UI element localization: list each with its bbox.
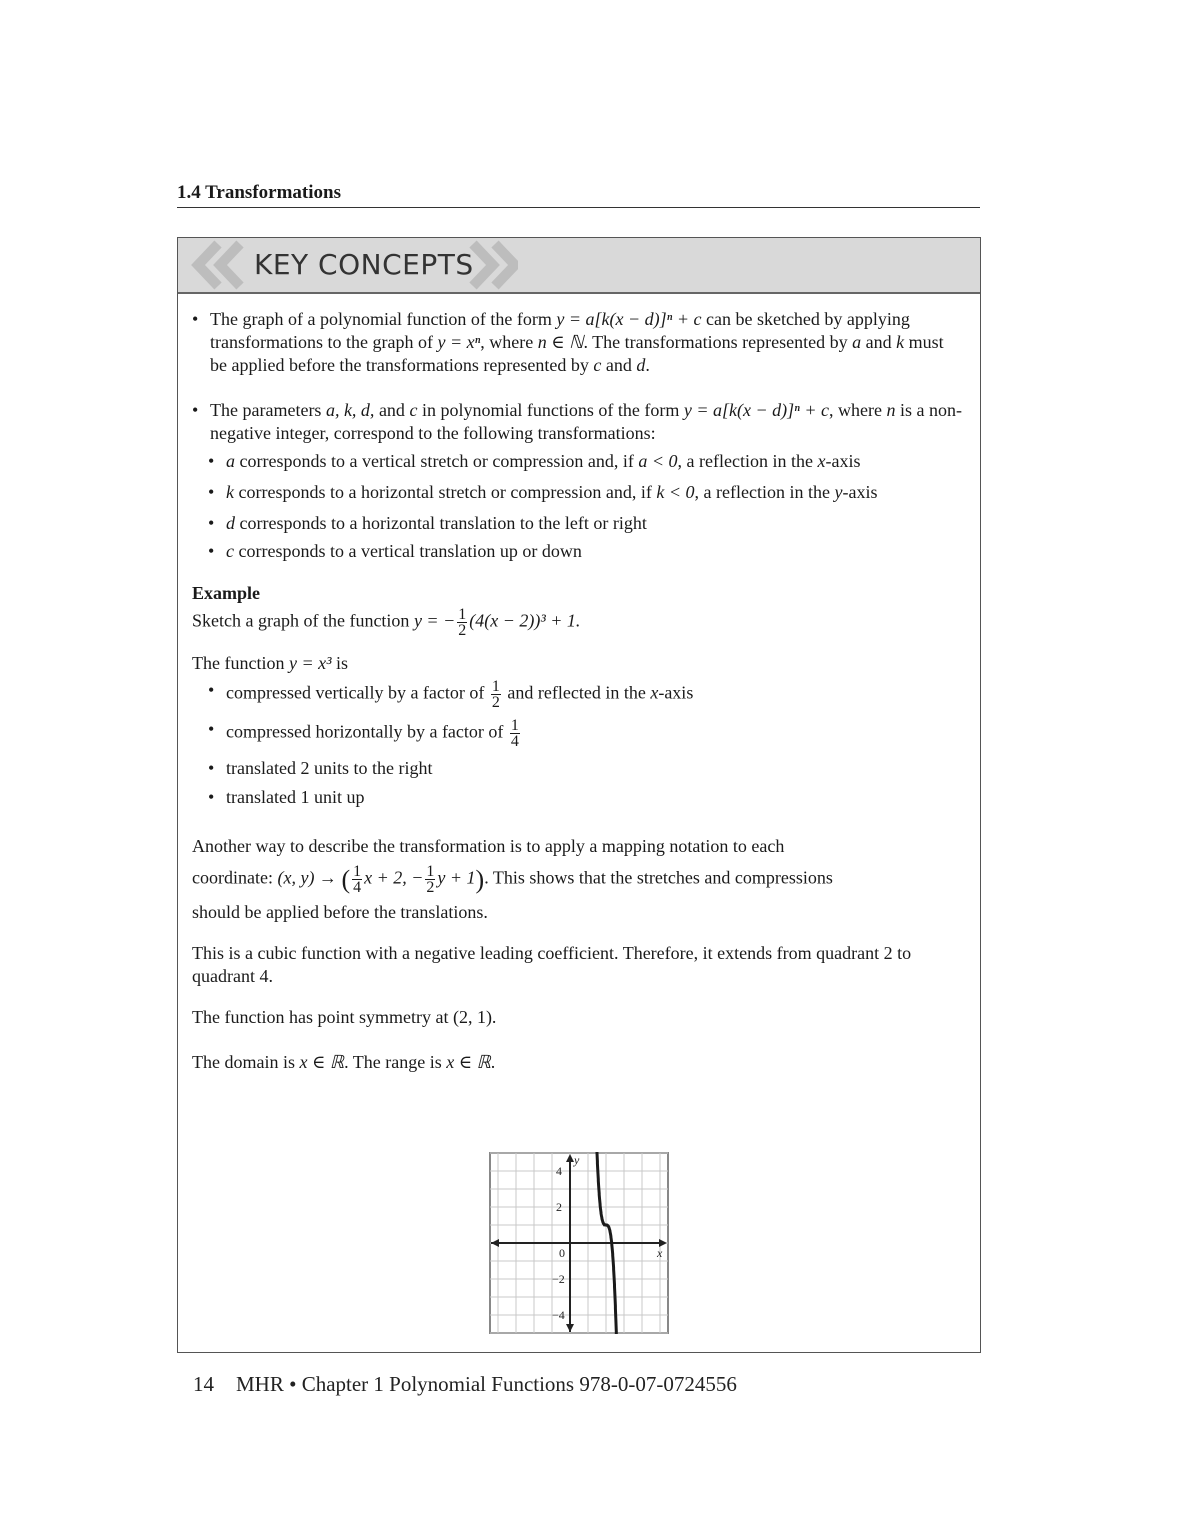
page-footer	[193, 1372, 737, 1397]
symmetry-paragraph: The function has point symmetry at (2, 1).	[192, 1007, 497, 1027]
domain-range-paragraph: The domain is x ∈ ℝ. The range is x ∈ ℝ.	[192, 1052, 496, 1072]
example-question: Sketch a graph of the function y = − $\frac{1}{2}$ (4(x − 2))³ + 1.	[192, 606, 581, 639]
key-concepts-content	[192, 308, 962, 1074]
y-tick-label: −2	[552, 1272, 565, 1286]
page-number: 14	[193, 1372, 214, 1396]
function-graph	[489, 1152, 669, 1334]
mapping-paragraph: Another way to describe the transformation is to apply a mapping notation to each coordinate: (x, y) → ( $\frac{1}{4}$ x + 2, − $\frac{1}{2}$ y + 1). This shows that the stretches and compressions should be applied before the translations.	[192, 836, 833, 922]
sub-bullet-a: • a corresponds to a vertical stretch or compression and, if a < 0, a reflection in the x-axis	[192, 450, 962, 473]
key-concepts-header	[178, 238, 980, 294]
step-translate-right: • translated 2 units to the right	[192, 757, 962, 780]
y-tick-label: 2	[556, 1200, 562, 1214]
example-label: Example	[192, 583, 261, 603]
step-horizontal-compression: • compressed horizontally by a factor of $\frac{1}{4}$	[192, 718, 962, 749]
step-translate-up: • translated 1 unit up	[192, 786, 962, 809]
concept-bullet-1: • The graph of a polynomial function of the form y = a[k(x − d)]ⁿ + c can be sketched by applying transformations to the graph of y = xⁿ, where n ∈ ℕ. The transformations represented by a and k must be applied before the transformations represented by c and d.	[192, 308, 962, 377]
function-intro: The function y = x³ is	[192, 653, 349, 673]
key-concepts-title: KEY CONCEPTS	[254, 248, 474, 281]
x-axis-label: x	[657, 1246, 663, 1260]
sub-bullet-c: • c corresponds to a vertical translation up or down	[192, 540, 962, 563]
section-heading: 1.4 Transformations	[177, 182, 980, 208]
footer-text: MHR • Chapter 1 Polynomial Functions 978-0-07-0724556	[236, 1372, 737, 1396]
y-tick-label: −4	[552, 1308, 565, 1322]
y-tick-label: 4	[556, 1164, 562, 1178]
origin-label: 0	[559, 1246, 565, 1260]
concept-bullet-2: • The parameters a, k, d, and c in polynomial functions of the form y = a[k(x − d)]ⁿ + c, where n is a non-negative integer, correspond to the following transformations:	[192, 399, 962, 445]
step-vertical-compression: • compressed vertically by a factor of $\frac{1}{2}$ and reflected in the x-axis	[192, 679, 962, 710]
cubic-paragraph: This is a cubic function with a negative leading coefficient. Therefore, it extends from quadrant 2 to quadrant 4.	[192, 943, 912, 986]
sub-bullet-d: • d corresponds to a horizontal translation to the left or right	[192, 512, 962, 535]
key-concepts-box	[177, 237, 981, 1353]
sub-bullet-k: • k corresponds to a horizontal stretch or compression and, if k < 0, a reflection in the y-axis	[192, 478, 962, 507]
y-axis-label: y	[574, 1153, 580, 1167]
